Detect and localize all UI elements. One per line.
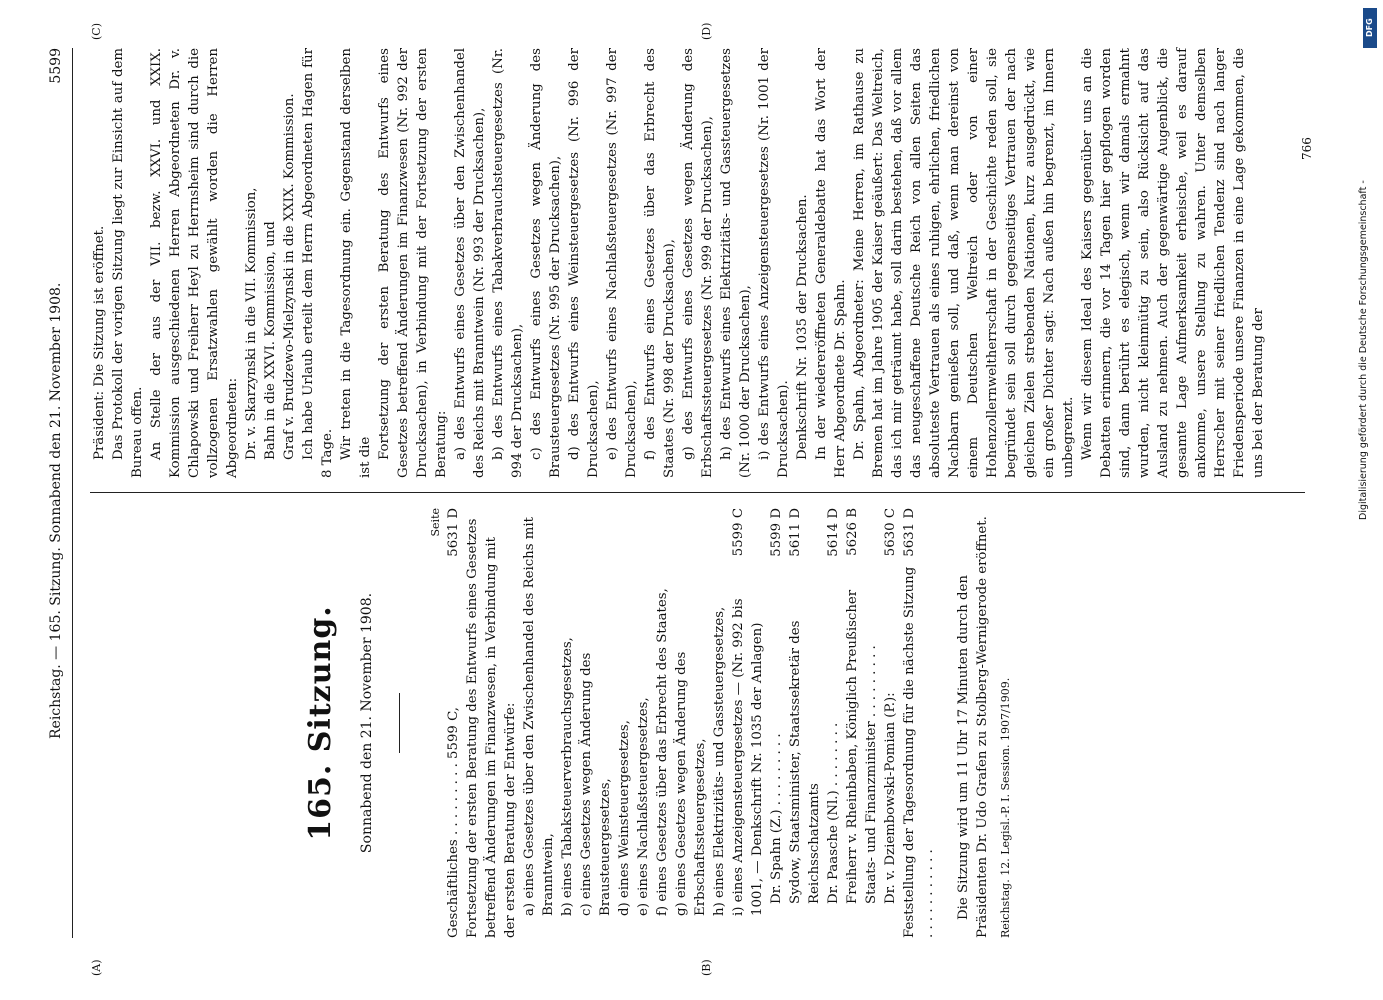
right-column xyxy=(90,48,1268,478)
body-paragraph: g) des Entwurfs eines Gesetzes wegen Änderung des Erbschaftssteuergesetzes (Nr. 999 der Drucksachen), xyxy=(681,48,715,478)
header-text: Reichstag. — 165. Sitzung. Sonnabend den 21. November 1908. xyxy=(48,282,64,739)
toc-entry-text: Dr. Spahn (Z.) . . . . . . . . . xyxy=(768,733,784,904)
body-paragraph: Wir treten in die Tagesordnung ein. Gegenstand derselben ist die xyxy=(339,48,373,478)
body-paragraph: Dr. Spahn, Abgeordneter: Meine Herren, im Rathause zu Bremen hat im Jahre 1905 der Kaiser geäußert: Das Weltreich, das ich mir geträumt habe, soll darin bestehen, daß vor allem das neugeschaffene Deutsche Reich von allen Seiten das absoluteste Vertrauen als eines ruhigen, ehrlichen, friedlichen Nachbarn genießen soll, und daß, wenn man dereinst von einem Deutschen Weltreich oder von einer Hohenzollernweltherrschaft in der Geschichte reden soll, sie begründet sein soll durch gegenseitiges Vertrauen der nach gleichen Zielen strebenden Nationen, kurz ausgedrückt, wie ein großer Dichter sagt: Nach außen hin begrenzt, im Innern unbegrenzt. xyxy=(852,48,1076,478)
body-paragraph: c) des Entwurfs eines Gesetzes wegen Änderung des Brausteuergesetzes (Nr. 995 der Drucksachen), xyxy=(529,48,563,478)
left-column xyxy=(90,508,1013,938)
body-paragraph: a) des Entwurfs eines Gesetzes über den Zwischenhandel des Reichs mit Branntwein (Nr. 993 der Drucksachen), xyxy=(453,48,487,478)
page-number: 5599 xyxy=(48,48,64,84)
toc-entry xyxy=(786,508,824,938)
toc-entry-text: Dr. Paasche (Nl.) . . . . . . . . xyxy=(825,722,841,904)
toc-entry-text: a) eines Gesetzes über den Zwischenhandel des Reichs mit Branntwein, xyxy=(521,517,556,916)
toc-entry xyxy=(672,508,710,938)
body-paragraph: h) des Entwurfs eines Elektrizitäts- und Gassteuergesetzes (Nr. 1000 der Drucksachen), xyxy=(719,48,753,478)
margin-mark-b: (B) xyxy=(700,959,713,976)
toc-entry xyxy=(729,508,767,938)
body-paragraph: Wenn wir diesem Ideal des Kaisers gegenüber uns an die Debatten erinnern, die vor 14 Tagen hier gepflogen worden sind, dann berührt es elegisch, wenn wir damals ermahnt wurden, nicht kleinmütig zu sein, also Rücksicht auf das Ausland zu nehmen. Auch der gegenwärtige Augenblick, die gesamte Lage Aufmerksamkeit erheische, weil es darauf ankomme, unsere Stellung zu wahren. Unter demselben Herrscher mit seiner friedlichen Tendenz sind nach langer Friedensperiode unsere Finanzen in eine Lage gekommen, die uns bei der Beratung der xyxy=(1080,48,1266,478)
seite-label: Seite xyxy=(428,508,442,537)
toc-entry xyxy=(824,508,843,938)
toc-entry-text: c) eines Gesetzes wegen Änderung des Brausteuergesetzes, xyxy=(578,652,613,916)
opening-note: Die Sitzung wird um 11 Uhr 17 Minuten durch den Präsidenten Dr. Udo Grafen zu Stolberg-Wernigerode eröffnet. xyxy=(955,516,990,938)
body-paragraph: d) des Entwurfs eines Weinsteuergesetzes (Nr. 996 der Drucksachen), xyxy=(567,48,601,478)
toc-entry-text: Freiherr v. Rheinbaben, Königlich Preußischer Staats- und Finanzminister . . . . . . . . . xyxy=(844,589,879,904)
toc-entry xyxy=(558,508,577,938)
table-of-contents xyxy=(444,508,938,938)
body-paragraph: Graf v. Brudzewo-Mielzynski in die XXIX. Kommission. xyxy=(282,93,297,460)
toc-entry-page: 5631 D xyxy=(901,508,917,557)
toc-entry-page: 5599 D xyxy=(768,508,784,557)
toc-entry-text: Sydow, Staatsminister, Staatssekretär des Reichsschatzamts xyxy=(787,620,822,904)
body-paragraph: An Stelle der aus der VII. bezw. XXVI. und XXIX. Kommission ausgeschiedenen Herren Abgeordneten Dr. v. Chlapowski und Freiherr Heyl zu Herrnsheim sind durch die vollzogenen Ersatzwahlen gewählt worden die Herren Abgeordneten: xyxy=(149,48,240,478)
body-paragraph: b) des Entwurfs eines Tabakverbrauchsteuergesetzes (Nr. 994 der Drucksachen), xyxy=(491,48,525,478)
body-paragraph: Präsident: Die Sitzung ist eröffnet. xyxy=(92,225,107,460)
body-paragraph: Dr. v. Skarzynski in die VII. Kommission, xyxy=(244,187,259,460)
left-footer: Reichstag. 12. Legisl.-P. I. Session. 1907/1909. xyxy=(998,677,1012,938)
margin-mark-a: (A) xyxy=(90,959,103,976)
toc-entry-page: 5630 C xyxy=(882,508,898,557)
toc-entry xyxy=(444,508,463,938)
digitization-credit: Digitalisierung gefördert durch die Deutsche Forschungsgemeinschaft - xyxy=(1358,180,1369,520)
toc-entry xyxy=(881,508,900,938)
toc-entry xyxy=(463,508,520,938)
margin-mark-c: (C) xyxy=(90,23,103,40)
column-divider xyxy=(90,492,1305,493)
body-paragraph: Bahn in die XXVI. Kommission, und xyxy=(263,221,278,460)
toc-entry xyxy=(520,508,558,938)
toc-entry-text: i) eines Anzeigensteuergesetzes — (Nr. 992 bis 1001, — Denkschrift Nr. 1035 der Anlagen) xyxy=(730,598,765,916)
toc-entry xyxy=(634,508,653,938)
toc-entry xyxy=(710,508,729,938)
toc-entry-text: Geschäftliches . . . . . . . . . 5599 C, xyxy=(445,706,461,938)
toc-entry-page: 5631 D xyxy=(445,508,461,557)
body-paragraph: Ich habe Urlaub erteilt dem Herrn Abgeordneten Hagen für 8 Tage. xyxy=(301,48,335,478)
dfg-logo: DFG xyxy=(1363,8,1377,48)
body-paragraph: Das Protokoll der vorigen Sitzung liegt zur Einsicht auf dem Bureau offen. xyxy=(111,48,145,478)
toc-entry xyxy=(767,508,786,938)
body-paragraph: f) des Entwurfs eines Gesetzes über das Erbrecht des Staates (Nr. 998 der Drucksachen), xyxy=(643,48,677,478)
toc-entry xyxy=(653,508,672,938)
body-paragraph: Denkschrift Nr. 1035 der Drucksachen. xyxy=(795,194,810,460)
body-paragraph: Fortsetzung der ersten Beratung des Entwurfs eines Gesetzes betreffend Änderungen im Finanzwesen (Nr. 992 der Drucksachen), in Verbindung mit der Fortsetzung der ersten Beratung: xyxy=(377,48,449,478)
body-paragraph: i) des Entwurfs eines Anzeigensteuergesetzes (Nr. 1001 der Drucksachen). xyxy=(757,48,791,478)
toc-entry xyxy=(615,508,634,938)
toc-entry xyxy=(843,508,881,938)
toc-entry-text: f) eines Gesetzes über das Erbrecht des Staates, xyxy=(654,588,670,916)
body-paragraph: e) des Entwurfs eines Nachlaßsteuergesetzes (Nr. 997 der Drucksachen), xyxy=(605,48,639,478)
toc-entry-page: 5611 D xyxy=(787,508,803,557)
toc-entry-text: d) eines Weinsteuergesetzes, xyxy=(616,720,632,916)
toc-entry-text: Dr. v. Dziembowski-Pomian (P.): xyxy=(882,692,898,904)
toc-entry-text: e) eines Nachlaßsteuergesetzes, xyxy=(635,697,651,916)
body-paragraph: In der wiedereröffneten Generaldebatte hat das Wort der Herr Abgeordnete Dr. Spahn. xyxy=(814,48,848,478)
toc-entry-page: 5626 B xyxy=(844,508,860,556)
toc-entry-text: Feststellung der Tagesordnung für die nächste Sitzung . . . . . . . . . . . xyxy=(901,566,936,938)
toc-entry-text: h) eines Elektrizitäts- und Gassteuergesetzes, xyxy=(711,606,727,916)
header-rule xyxy=(72,48,73,938)
margin-mark-d: (D) xyxy=(700,22,713,40)
toc-entry xyxy=(900,508,938,938)
signature-number: 766 xyxy=(1300,137,1314,160)
toc-entry-page: 5599 C xyxy=(730,508,746,557)
toc-entry-text: Fortsetzung der ersten Beratung des Entwurfs eines Gesetzes betreffend Änderungen im Finanzwesen, in Verbindung mit der ersten Beratung der Entwürfe: xyxy=(464,518,518,938)
toc-entry-text: b) eines Tabaksteuerverbrauchsgesetzes, xyxy=(559,637,575,916)
running-header xyxy=(48,48,72,938)
toc-entry-page: 5614 D xyxy=(825,508,841,557)
session-title: 165. Sitzung. xyxy=(303,605,338,841)
toc-entry xyxy=(577,508,615,938)
session-date: Sonnabend den 21. November 1908. xyxy=(358,592,375,854)
title-rule xyxy=(399,693,400,753)
toc-entry-text: g) eines Gesetzes wegen Änderung des Erbschaftssteuergesetzes, xyxy=(673,651,708,916)
